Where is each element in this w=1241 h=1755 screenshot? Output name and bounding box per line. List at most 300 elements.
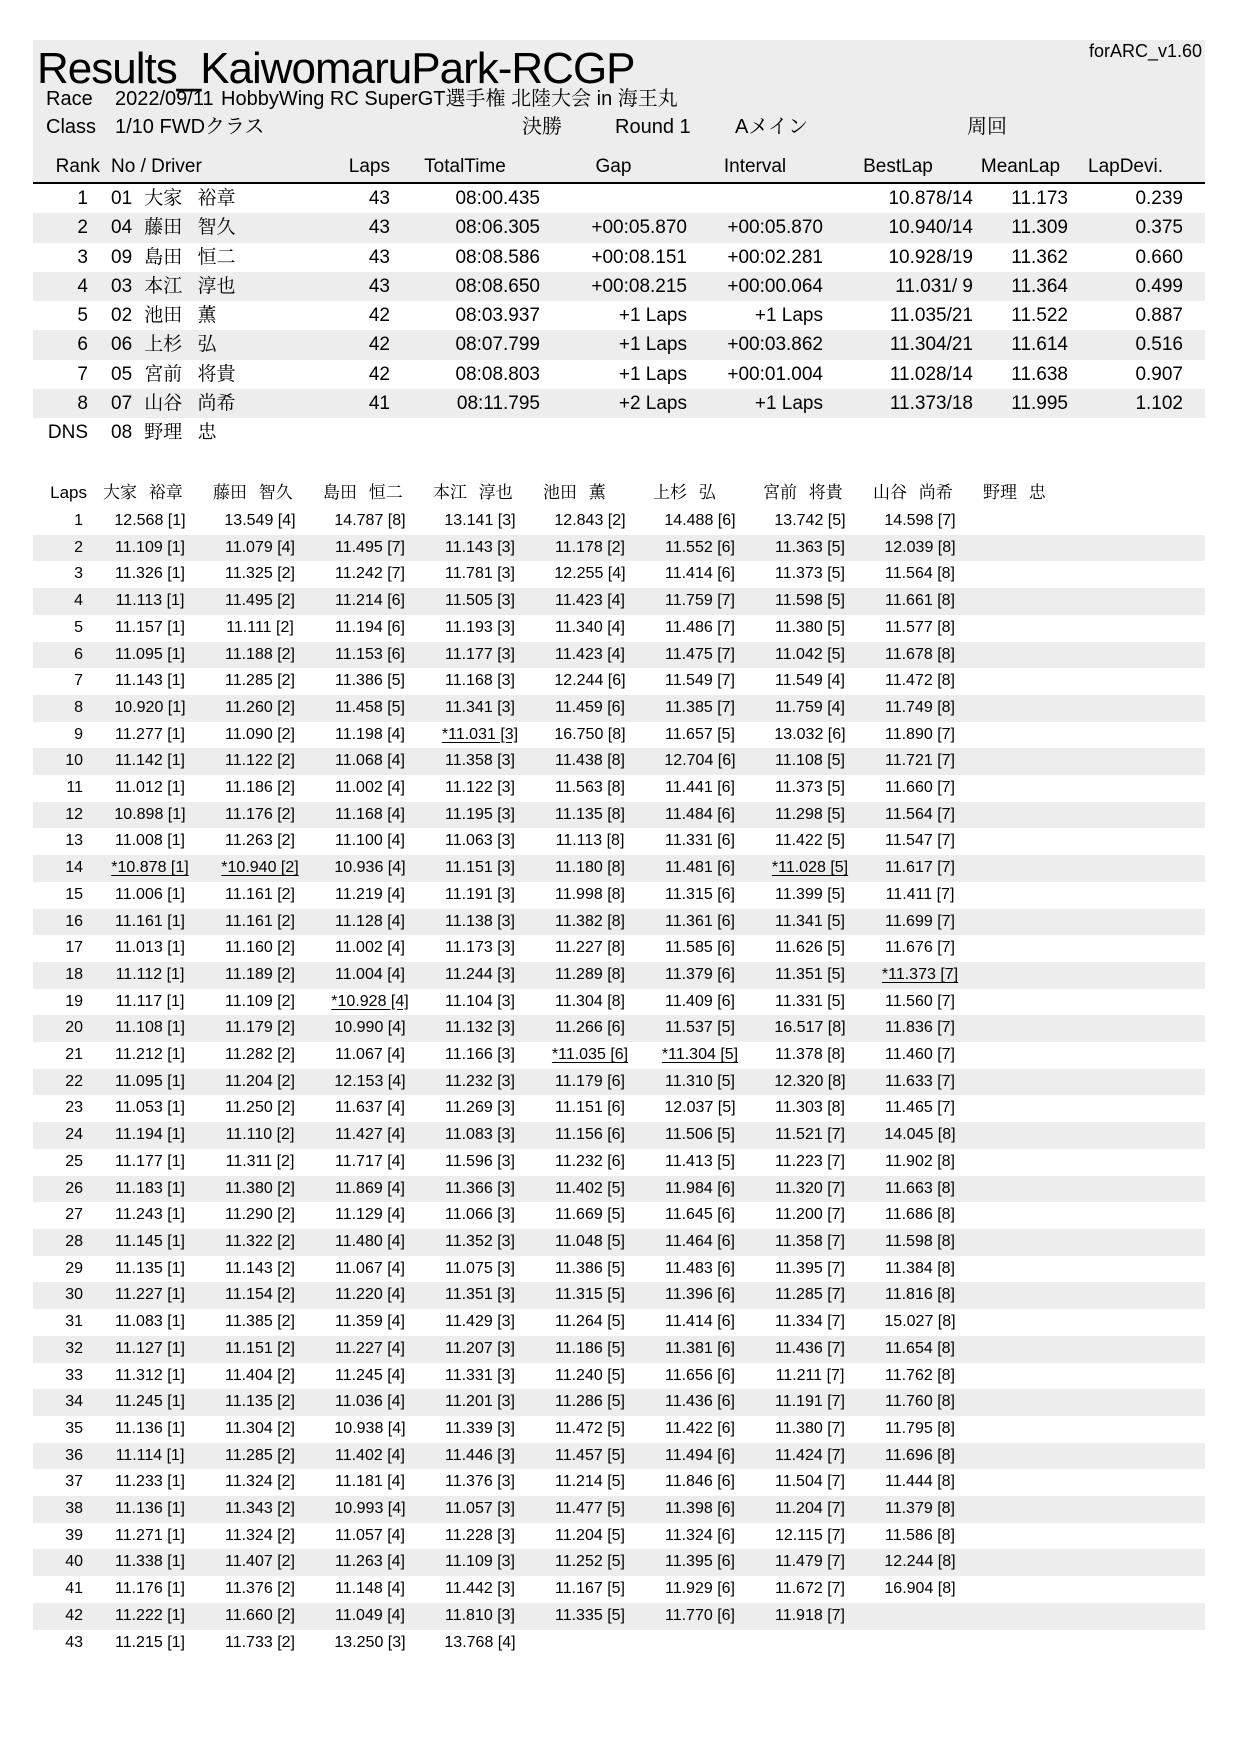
lap-count-label: 周回 xyxy=(967,116,1007,138)
result-filler xyxy=(1183,272,1205,301)
lap-cell: 11.836 [7] xyxy=(885,1019,955,1037)
driver-name: 池田 薫 xyxy=(144,305,217,327)
lap-cell: 11.109 [1] xyxy=(115,538,185,556)
lap-number: 31 xyxy=(65,1313,83,1331)
driver-name: 山谷 尚希 xyxy=(144,393,236,415)
lap-cell: 11.424 [7] xyxy=(775,1446,845,1464)
lap-cell: 11.220 [4] xyxy=(335,1286,405,1304)
result-totaltime: 08:00.435 xyxy=(455,188,540,209)
lap-filler xyxy=(1085,1576,1205,1603)
result-empty xyxy=(1068,418,1183,447)
lap-row xyxy=(33,722,1205,749)
result-rank: 4 xyxy=(77,275,88,297)
lap-cell xyxy=(975,1176,1085,1203)
lap-cell: 11.167 [5] xyxy=(555,1580,625,1598)
lap-row xyxy=(33,1095,1205,1122)
lap-cell: 11.066 [3] xyxy=(445,1206,515,1224)
results-header-driver: No / Driver xyxy=(100,152,240,183)
result-totaltime: 08:08.586 xyxy=(455,246,540,268)
lap-row xyxy=(33,989,1205,1016)
lap-cell: 11.663 [8] xyxy=(885,1179,955,1197)
lap-cell: 11.413 [5] xyxy=(665,1152,735,1170)
lap-cell: 11.335 [5] xyxy=(555,1606,625,1624)
result-totaltime: 08:08.650 xyxy=(455,275,540,297)
lap-cell: 11.189 [2] xyxy=(225,965,295,983)
results-header-row xyxy=(33,152,1205,183)
lap-cell: 11.537 [5] xyxy=(665,1019,735,1037)
lap-number: 43 xyxy=(65,1633,83,1651)
lap-cell: 11.396 [6] xyxy=(665,1286,735,1304)
lap-cell: 12.568 [1] xyxy=(114,512,186,529)
lap-cell: 11.156 [6] xyxy=(555,1126,625,1144)
lap-row xyxy=(33,561,1205,588)
lap-cell: 11.598 [5] xyxy=(775,592,845,610)
lap-number: 39 xyxy=(65,1526,83,1544)
lap-cell xyxy=(975,1469,1085,1496)
lap-cell: 11.322 [2] xyxy=(225,1232,295,1250)
lap-cell: 11.191 [7] xyxy=(775,1393,845,1411)
lap-filler xyxy=(1085,828,1205,855)
lap-cell xyxy=(535,1630,645,1657)
lap-row xyxy=(33,1282,1205,1309)
lap-cell: 11.250 [2] xyxy=(225,1099,295,1117)
lap-filler xyxy=(1085,1282,1205,1309)
lap-cell: 11.446 [3] xyxy=(445,1446,515,1464)
lap-row xyxy=(33,1336,1205,1363)
lap-cell: 11.263 [4] xyxy=(335,1553,405,1571)
lap-cell xyxy=(755,855,865,882)
result-interval: +00:01.004 xyxy=(727,363,823,385)
lap-cell: 11.285 [2] xyxy=(225,672,295,690)
lap-cell: 11.395 [7] xyxy=(775,1259,845,1277)
result-interval: +00:05.870 xyxy=(727,217,823,239)
lap-cell: 11.633 [7] xyxy=(885,1072,955,1090)
lap-cell: 11.560 [7] xyxy=(885,992,955,1010)
result-rank: DNS xyxy=(47,422,88,444)
lap-filler xyxy=(1085,1309,1205,1336)
lap-chart-header-driver: 上杉 弘 xyxy=(653,483,716,502)
lap-cell: 11.138 [3] xyxy=(445,912,515,930)
lap-number: 40 xyxy=(65,1553,83,1571)
lap-cell: 11.376 [3] xyxy=(445,1473,515,1491)
lap-cell: 11.495 [2] xyxy=(225,592,295,610)
class-label: Class xyxy=(46,116,97,138)
lap-row xyxy=(33,1389,1205,1416)
result-interval: +00:02.281 xyxy=(727,246,823,268)
lap-cell: 11.286 [5] xyxy=(555,1393,625,1411)
lap-cell: 11.376 [2] xyxy=(225,1580,295,1598)
lap-cell xyxy=(975,695,1085,722)
lap-cell xyxy=(535,1042,645,1069)
result-bestlap: 11.373/18 xyxy=(889,393,973,415)
result-bestlap: 10.878/14 xyxy=(888,188,973,209)
lap-cell: 11.869 [4] xyxy=(335,1179,405,1197)
lap-cell: 11.012 [1] xyxy=(115,779,185,797)
race-label: Race xyxy=(46,88,93,110)
lap-cell: 11.240 [5] xyxy=(555,1366,625,1384)
driver-number: 02 xyxy=(111,305,133,327)
lap-cell: 11.176 [2] xyxy=(225,805,295,823)
results-header-interval: Interval xyxy=(687,152,823,183)
result-gap: +1 Laps xyxy=(618,363,687,385)
lap-cell: 11.214 [5] xyxy=(555,1473,625,1491)
lap-cell: 11.460 [7] xyxy=(885,1046,955,1064)
result-meanlap: 11.522 xyxy=(1011,305,1068,327)
lap-cell: 11.411 [7] xyxy=(885,885,955,903)
lap-cell: 11.385 [2] xyxy=(225,1313,295,1331)
lap-cell: 12.255 [4] xyxy=(554,565,626,583)
lap-cell: 13.032 [6] xyxy=(774,725,846,743)
lap-cell: 11.154 [2] xyxy=(225,1286,295,1304)
lap-cell xyxy=(975,615,1085,642)
lap-chart-header-driver: 山谷 尚希 xyxy=(873,483,953,502)
lap-cell: 11.002 [4] xyxy=(335,779,405,797)
result-meanlap: 11.638 xyxy=(1011,363,1068,385)
lap-cell: 11.198 [4] xyxy=(335,725,405,743)
driver-number: 01 xyxy=(111,188,133,209)
lap-cell xyxy=(865,1630,975,1657)
lap-cell: 11.161 [1] xyxy=(115,912,185,930)
lap-chart-header-driver: 大家 裕章 xyxy=(103,483,183,502)
result-driver-cell xyxy=(100,272,240,301)
lap-cell xyxy=(975,1149,1085,1176)
lap-cell: 13.549 [4] xyxy=(224,512,296,529)
result-rank: 8 xyxy=(77,393,88,415)
result-driver-cell xyxy=(100,301,240,330)
lap-cell: 11.427 [4] xyxy=(335,1126,405,1144)
lap-number: 21 xyxy=(65,1046,83,1064)
driver-name: 島田 恒二 xyxy=(144,246,236,268)
driver-name: 宮前 将貴 xyxy=(144,363,236,385)
lap-number: 33 xyxy=(65,1366,83,1384)
lap-cell: 11.129 [4] xyxy=(335,1206,405,1224)
lap-cell: 11.341 [3] xyxy=(445,698,515,716)
lap-cell xyxy=(975,535,1085,562)
lap-cell: 11.008 [1] xyxy=(115,832,185,850)
lap-filler xyxy=(1085,1523,1205,1550)
lap-cell: 11.228 [3] xyxy=(445,1526,515,1544)
result-lapdevi: 1.102 xyxy=(1135,393,1183,415)
result-interval: +00:03.862 xyxy=(727,334,823,356)
lap-cell: 11.311 [2] xyxy=(225,1152,295,1170)
result-empty xyxy=(973,418,1068,447)
result-gap: +00:05.870 xyxy=(591,217,687,239)
lap-cell: 11.506 [5] xyxy=(665,1126,735,1144)
result-meanlap: 11.364 xyxy=(1011,275,1068,297)
lap-cell: 10.990 [4] xyxy=(334,1019,406,1037)
lap-cell xyxy=(975,1389,1085,1416)
lap-filler xyxy=(1085,855,1205,882)
results-row xyxy=(33,243,1205,272)
lap-chart-header-driver: 島田 恒二 xyxy=(323,483,403,502)
lap-cell: 11.361 [6] xyxy=(665,912,735,930)
lap-cell: 11.384 [8] xyxy=(885,1259,955,1277)
lap-cell: 11.781 [3] xyxy=(445,565,515,583)
result-laps: 43 xyxy=(368,188,390,209)
lap-cell: 11.481 [6] xyxy=(665,859,735,877)
lap-cell: 11.366 [3] xyxy=(445,1179,515,1197)
lap-cell: 11.145 [1] xyxy=(115,1232,185,1250)
result-rank: 6 xyxy=(77,334,88,356)
lap-cell: 11.331 [3] xyxy=(445,1366,515,1384)
results-row xyxy=(33,183,1205,213)
lap-cell xyxy=(95,855,205,882)
lap-cell: 11.109 [2] xyxy=(225,992,295,1010)
lap-cell: 11.552 [6] xyxy=(665,538,735,556)
result-lapdevi: 0.907 xyxy=(1135,363,1183,385)
lap-cell: 11.151 [2] xyxy=(225,1339,295,1357)
lap-number: 36 xyxy=(65,1446,83,1464)
lap-cell: 11.380 [7] xyxy=(775,1419,845,1437)
lap-row xyxy=(33,1309,1205,1336)
lap-cell: 11.232 [6] xyxy=(555,1152,625,1170)
lap-cell: 11.645 [6] xyxy=(665,1206,735,1224)
result-interval xyxy=(687,183,823,213)
lap-cell: 11.414 [6] xyxy=(665,565,735,583)
lap-cell: 11.264 [5] xyxy=(555,1313,625,1331)
lap-cell: 11.114 [1] xyxy=(115,1446,185,1464)
lap-cell: 11.168 [3] xyxy=(445,672,515,690)
lap-number: 8 xyxy=(74,698,83,716)
result-gap: +1 Laps xyxy=(618,334,687,356)
lap-cell xyxy=(975,722,1085,749)
lap-filler xyxy=(1085,1443,1205,1470)
lap-filler xyxy=(1085,642,1205,669)
lap-cell: 12.244 [6] xyxy=(554,672,626,690)
lap-cell: 11.918 [7] xyxy=(775,1606,845,1624)
lap-row xyxy=(33,1603,1205,1630)
lap-cell: 16.517 [8] xyxy=(774,1019,846,1037)
lap-row xyxy=(33,588,1205,615)
results-row xyxy=(33,389,1205,418)
lap-row xyxy=(33,882,1205,909)
result-totaltime: 08:03.937 xyxy=(455,305,540,327)
lap-cell: 11.325 [2] xyxy=(225,565,295,583)
lap-filler xyxy=(1085,935,1205,962)
class-info-row xyxy=(33,114,1205,140)
lap-cell: 11.795 [8] xyxy=(885,1419,955,1437)
lap-cell: 11.083 [1] xyxy=(115,1313,185,1331)
lap-cell: 11.109 [3] xyxy=(445,1553,515,1571)
lap-cell: 11.326 [1] xyxy=(115,565,185,583)
results-dns-row xyxy=(33,418,1205,447)
lap-cell: 11.669 [5] xyxy=(555,1206,625,1224)
lap-cell: 11.407 [2] xyxy=(225,1553,295,1571)
lap-cell: 11.166 [3] xyxy=(445,1046,515,1064)
results-header-meanlap: MeanLap xyxy=(973,152,1068,183)
lap-cell: 11.483 [6] xyxy=(665,1259,735,1277)
lap-cell: 10.993 [4] xyxy=(334,1500,406,1518)
result-rank: 5 xyxy=(77,305,88,327)
lap-cell: 11.100 [4] xyxy=(335,832,405,850)
results-header-lapdevi: LapDevi. xyxy=(1068,152,1183,183)
lap-row xyxy=(33,508,1205,535)
lap-number: 14 xyxy=(65,859,83,877)
lap-cell: 11.042 [5] xyxy=(775,645,845,663)
lap-cell: 11.148 [4] xyxy=(335,1580,405,1598)
lap-cell: 11.521 [7] xyxy=(775,1126,845,1144)
lap-filler xyxy=(1085,775,1205,802)
results-row xyxy=(33,272,1205,301)
lap-cell: 11.378 [8] xyxy=(775,1046,845,1064)
result-empty xyxy=(390,418,540,447)
lap-cell: 11.219 [4] xyxy=(335,885,405,903)
result-driver-cell xyxy=(100,330,240,359)
lap-cell: 11.048 [5] xyxy=(555,1232,625,1250)
lap-cell: 11.243 [1] xyxy=(115,1206,185,1224)
lap-row xyxy=(33,962,1205,989)
lap-cell: 12.037 [5] xyxy=(664,1099,736,1117)
result-totaltime: 08:11.795 xyxy=(456,393,540,415)
lap-cell: 11.495 [7] xyxy=(335,538,405,556)
lap-cell: 11.135 [2] xyxy=(225,1393,295,1411)
lap-cell: 11.586 [8] xyxy=(885,1526,955,1544)
lap-cell: 11.770 [6] xyxy=(665,1606,735,1624)
result-driver-cell xyxy=(100,243,240,272)
lap-cell: 11.212 [1] xyxy=(115,1046,185,1064)
lap-cell: 11.381 [6] xyxy=(665,1339,735,1357)
lap-cell: 11.472 [8] xyxy=(885,672,955,690)
lap-cell: 11.422 [5] xyxy=(775,832,845,850)
result-driver-cell xyxy=(100,418,240,447)
lap-cell: 11.312 [1] xyxy=(115,1366,185,1384)
lap-row xyxy=(33,695,1205,722)
lap-cell xyxy=(865,1603,975,1630)
lap-cell: 11.654 [8] xyxy=(885,1339,955,1357)
lap-cell: 11.161 [2] xyxy=(225,885,295,903)
lap-cell: 11.696 [8] xyxy=(885,1446,955,1464)
lap-cell: 11.200 [7] xyxy=(775,1206,845,1224)
lap-cell xyxy=(975,855,1085,882)
lap-cell: 11.721 [7] xyxy=(885,752,955,770)
lap-cell: 11.177 [3] xyxy=(445,645,515,663)
lap-cell: 11.585 [6] xyxy=(665,939,735,957)
lap-cell: 11.676 [7] xyxy=(885,939,955,957)
result-laps: 42 xyxy=(368,334,390,356)
lap-cell: 11.359 [4] xyxy=(335,1313,405,1331)
lap-cell: 11.890 [7] xyxy=(885,725,955,743)
lap-cell: 12.704 [6] xyxy=(664,752,736,770)
race-name: HobbyWing RC SuperGT選手権 北陸大会 in 海王丸 xyxy=(221,88,678,110)
lap-cell: 14.598 [7] xyxy=(884,512,956,529)
lap-number: 22 xyxy=(65,1072,83,1090)
lap-cell: 11.759 [7] xyxy=(665,592,735,610)
lap-cell: 11.179 [2] xyxy=(225,1019,295,1037)
lap-cell: 11.194 [6] xyxy=(335,618,405,636)
lap-filler xyxy=(1085,748,1205,775)
lap-filler xyxy=(1085,561,1205,588)
lap-cell: 11.127 [1] xyxy=(115,1339,185,1357)
lap-number: 10 xyxy=(65,752,83,770)
lap-cell xyxy=(975,1336,1085,1363)
result-filler xyxy=(1183,183,1205,213)
lap-cell xyxy=(975,935,1085,962)
lap-number: 16 xyxy=(65,912,83,930)
results-header-filler xyxy=(1183,152,1205,183)
lap-cell: 14.488 [6] xyxy=(664,512,736,529)
result-laps: 41 xyxy=(368,393,390,415)
lap-cell: 13.768 [4] xyxy=(444,1633,516,1651)
lap-cell: 11.260 [2] xyxy=(225,698,295,716)
result-empty xyxy=(1183,418,1205,447)
lap-filler xyxy=(1085,1095,1205,1122)
lap-number: 2 xyxy=(74,538,83,556)
lap-cell: 11.358 [7] xyxy=(775,1232,845,1250)
result-gap: +2 Laps xyxy=(618,393,687,415)
lap-row xyxy=(33,668,1205,695)
lap-cell: 14.787 [8] xyxy=(334,512,406,529)
lap-cell: 11.422 [6] xyxy=(665,1419,735,1437)
lap-number: 30 xyxy=(65,1286,83,1304)
lap-row xyxy=(33,1630,1205,1657)
lap-filler xyxy=(1085,882,1205,909)
result-rank: 7 xyxy=(77,363,88,385)
lap-filler xyxy=(1085,1042,1205,1069)
best-lap-value: *11.031 [3] xyxy=(441,725,519,743)
lap-number: 23 xyxy=(65,1099,83,1117)
lap-number: 15 xyxy=(65,885,83,903)
lap-number: 37 xyxy=(65,1473,83,1491)
lap-cell: 11.596 [3] xyxy=(445,1152,515,1170)
lap-filler xyxy=(1085,1363,1205,1390)
lap-cell: 11.298 [5] xyxy=(775,805,845,823)
lap-cell: 11.013 [1] xyxy=(115,939,185,957)
lap-cell: 11.656 [6] xyxy=(665,1366,735,1384)
lap-cell: 11.095 [1] xyxy=(115,1072,185,1090)
lap-cell xyxy=(975,508,1085,535)
lap-row xyxy=(33,802,1205,829)
lap-cell: 11.176 [1] xyxy=(115,1580,185,1598)
lap-cell: 11.122 [2] xyxy=(225,752,295,770)
lap-cell: 11.423 [4] xyxy=(555,592,625,610)
class-name: 1/10 FWDクラス xyxy=(115,116,265,138)
lap-cell: 11.505 [3] xyxy=(445,592,515,610)
lap-cell: 11.304 [2] xyxy=(225,1419,295,1437)
lap-cell: 15.027 [8] xyxy=(884,1313,956,1331)
lap-cell: 11.036 [4] xyxy=(335,1393,405,1411)
lap-cell: 11.178 [2] xyxy=(555,538,625,556)
lap-cell: 11.135 [8] xyxy=(555,805,625,823)
lap-filler xyxy=(1085,722,1205,749)
lap-cell: 11.186 [2] xyxy=(225,779,295,797)
lap-cell: 11.479 [7] xyxy=(775,1553,845,1571)
lap-cell: 11.385 [7] xyxy=(665,698,735,716)
lap-row xyxy=(33,1149,1205,1176)
result-filler xyxy=(1183,213,1205,242)
lap-number: 27 xyxy=(65,1206,83,1224)
lap-cell: 11.002 [4] xyxy=(335,939,405,957)
result-meanlap: 11.362 xyxy=(1011,246,1068,268)
lap-cell: 11.183 [1] xyxy=(115,1179,185,1197)
lap-filler xyxy=(1085,1389,1205,1416)
lap-number: 29 xyxy=(65,1259,83,1277)
driver-name: 本江 淳也 xyxy=(144,275,236,297)
result-laps: 43 xyxy=(368,246,390,268)
lap-cell: 11.436 [7] xyxy=(775,1339,845,1357)
lap-cell xyxy=(975,561,1085,588)
lap-cell xyxy=(975,1069,1085,1096)
lap-number: 25 xyxy=(65,1152,83,1170)
lap-cell: 11.598 [8] xyxy=(885,1232,955,1250)
lap-cell: 11.441 [6] xyxy=(665,779,735,797)
lap-number: 20 xyxy=(65,1019,83,1037)
lap-filler xyxy=(1085,668,1205,695)
lap-filler xyxy=(1085,1149,1205,1176)
lap-row xyxy=(33,1496,1205,1523)
lap-cell: 11.113 [1] xyxy=(115,592,185,610)
lap-cell: 11.464 [6] xyxy=(665,1232,735,1250)
lap-cell: 11.063 [3] xyxy=(445,832,515,850)
